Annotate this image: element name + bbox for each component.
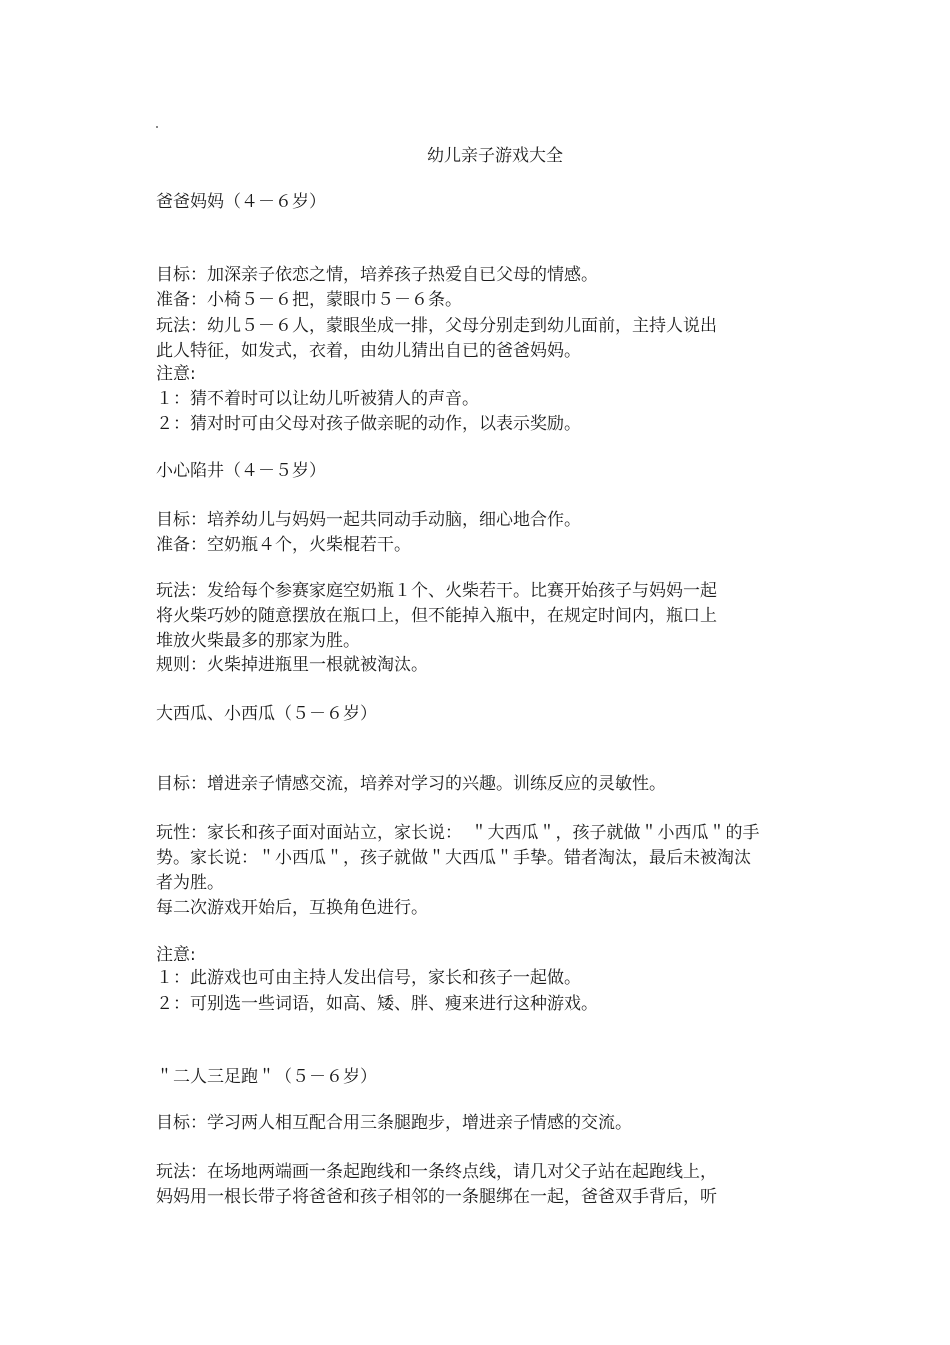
game-line: 准备：小椅５－６把，蒙眼巾５－６条。 (156, 290, 462, 310)
game-line: 玩法：发给每个参赛家庭空奶瓶１个、火柴若干。比赛开始孩子与妈妈一起 (156, 581, 717, 601)
game-line: ２：可别选一些词语，如高、矮、胖、瘦来进行这种游戏。 (156, 994, 598, 1014)
game-line: 注意: (156, 364, 196, 384)
game-line: 势。家长说：＂小西瓜＂，孩子就做＂大西瓜＂手挚。错者淘汰，最后未被淘汰 (156, 848, 751, 868)
game-line: 妈妈用一根长带子将爸爸和孩子相邻的一条腿绑在一起，爸爸双手背后，听 (156, 1187, 717, 1207)
game-line: 目标：培养幼儿与妈妈一起共同动手动脑，细心地合作。 (156, 510, 581, 530)
game-line: 将火柴巧妙的随意摆放在瓶口上，但不能掉入瓶中，在规定时间内，瓶口上 (156, 606, 717, 626)
game-line: 者为胜。 (156, 873, 224, 893)
game-line: 玩法：在场地两端画一条起跑线和一条终点线，请几对父子站在起跑线上， (156, 1162, 717, 1182)
game-line: 规则：火柴掉进瓶里一根就被淘汰。 (156, 655, 428, 675)
game-line: 注意: (156, 945, 196, 965)
game-line: 目标：学习两人相互配合用三条腿跑步，增进亲子情感的交流。 (156, 1113, 632, 1133)
game-line: 堆放火柴最多的那家为胜。 (156, 631, 360, 651)
game-heading: ＂二人三足跑＂（５－６岁） (156, 1067, 377, 1087)
game-line: 此人特征，如发式，衣着，由幼儿猜出自已的爸爸妈妈。 (156, 341, 581, 361)
game-line: １：猜不着时可以让幼儿听被猜人的声音。 (156, 389, 479, 409)
game-heading: 爸爸妈妈（４－６岁） (156, 192, 326, 212)
document-title: 幼儿亲子游戏大全 (427, 146, 563, 166)
game-line: 准备：空奶瓶４个，火柴棍若干。 (156, 535, 411, 555)
game-line: 目标：加深亲子依恋之情，培养孩子热爱自已父母的情感。 (156, 265, 598, 285)
game-line: 玩法：幼儿５－６人，蒙眼坐成一排，父母分别走到幼儿面前，主持人说出 (156, 316, 717, 336)
page-mark-dot (156, 126, 158, 128)
game-line: 玩性：家长和孩子面对面站立，家长说： ＂大西瓜＂，孩子就做＂小西瓜＂的手 (156, 823, 760, 843)
game-heading: 小心陷井（４－５岁） (156, 461, 326, 481)
game-heading: 大西瓜、小西瓜（５－６岁） (156, 704, 377, 724)
game-line: 每二次游戏开始后，互换角色进行。 (156, 898, 428, 918)
game-line: １：此游戏也可由主持人发出信号，家长和孩子一起做。 (156, 968, 581, 988)
game-line: 目标：增进亲子情感交流，培养对学习的兴趣。训练反应的灵敏性。 (156, 774, 666, 794)
game-line: ２：猜对时可由父母对孩子做亲昵的动作，以表示奖励。 (156, 414, 581, 434)
